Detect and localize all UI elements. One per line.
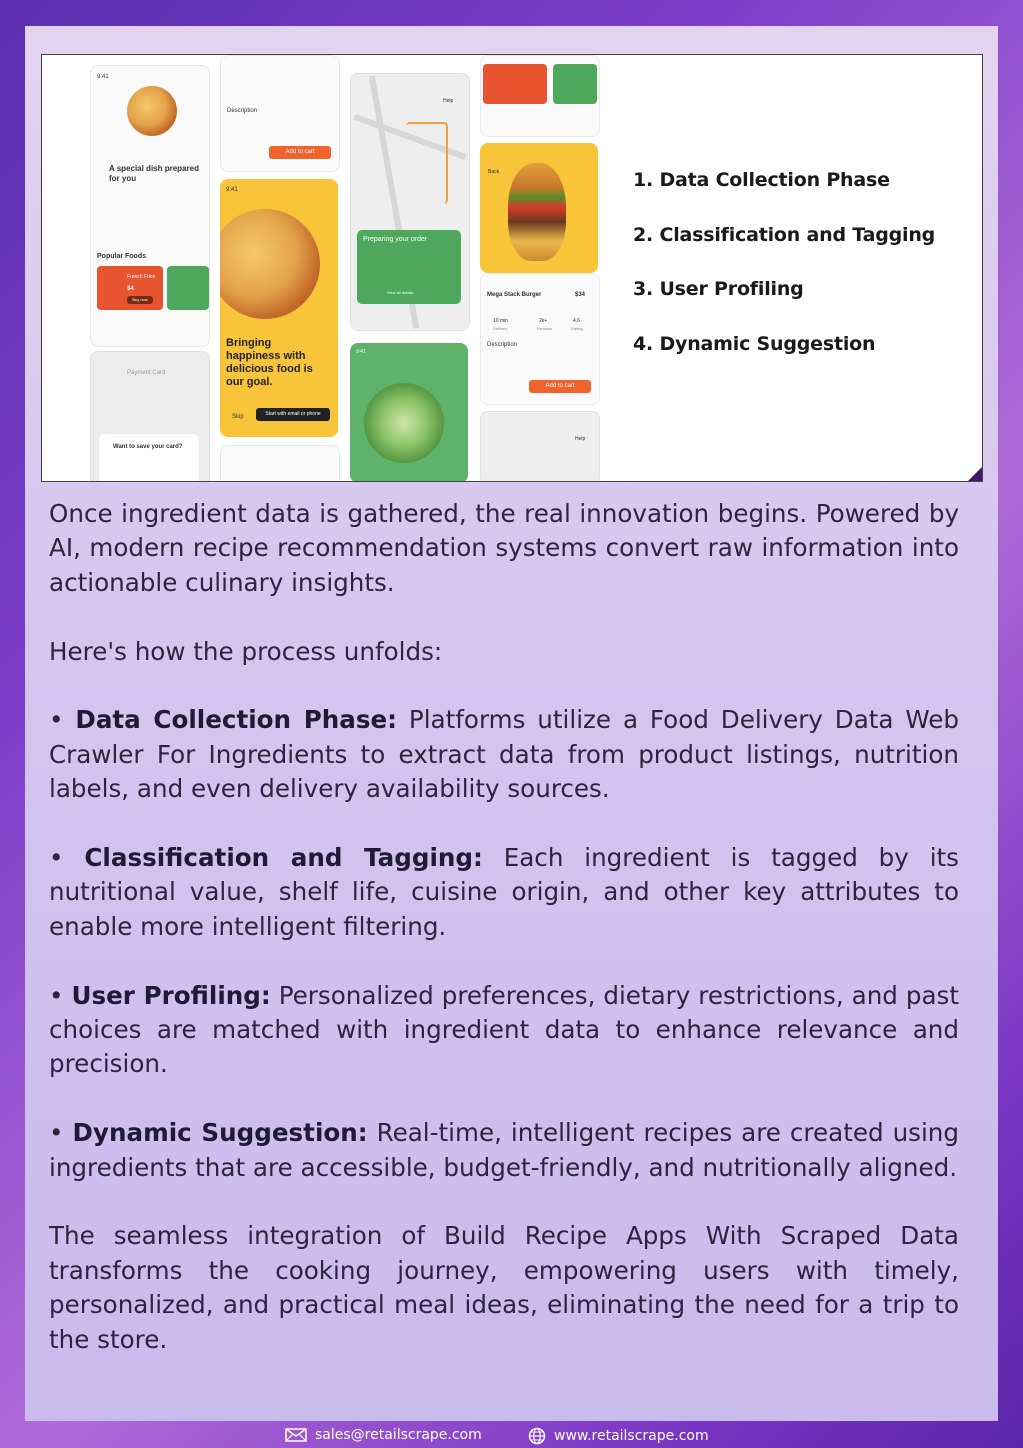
description-label: Description: [227, 108, 258, 114]
save-card-text: Want to save your card?: [113, 444, 183, 450]
mockup-green-screen: [350, 343, 468, 482]
mockup-time: 9:41: [97, 74, 109, 80]
mockup-intro-screen: [220, 179, 338, 437]
bullet-title: User Profiling:: [71, 980, 271, 1010]
mockup-payment-screen: [90, 351, 210, 482]
bullet-title: Dynamic Suggestion:: [72, 1118, 368, 1148]
bullet-text: Personalized preferences, dietary restrictions, and past choices are matched with ingredient data to enhance relevance and precision.: [49, 980, 959, 1079]
burger-name: Mega Stack Burger: [487, 292, 542, 298]
delivery-label: Delivery: [493, 326, 508, 331]
lead-paragraph: Here's how the process unfolds:: [49, 636, 443, 666]
app-mockups: [90, 55, 650, 482]
step-2: 2. Classification and Tagging: [633, 223, 936, 246]
bullet-marker: •: [49, 843, 64, 873]
payment-card-label: Payment Card: [127, 370, 166, 376]
mockup-time: 9:41: [356, 349, 366, 355]
mockup-map-screen: [350, 73, 470, 331]
help-button[interactable]: Help: [443, 98, 454, 104]
bullet-classification: [49, 841, 959, 944]
intro-paragraph: Once ingredient data is gathered, the real innovation begins. Powered by AI, modern recipe recommendation systems convert raw information into actionable culinary insights.: [49, 499, 959, 597]
bullet-text: Each ingredient is tagged by its nutritional value, shelf life, cuisine origin, and other key attributes to enable more intelligent filtering.: [49, 843, 959, 941]
buy-now-button[interactable]: Buy now: [127, 296, 153, 304]
popular-foods-label: Popular Foods: [97, 253, 146, 260]
figure-corner: [967, 466, 983, 482]
add-to-cart-button[interactable]: Add to cart: [269, 146, 331, 159]
food-card-salad[interactable]: [553, 64, 597, 104]
add-to-cart-button[interactable]: Add to cart: [529, 380, 591, 393]
food-card-fries[interactable]: [483, 64, 547, 104]
process-steps-list: [633, 165, 973, 383]
map-route: [406, 122, 448, 204]
mockup-time: 9:41: [226, 187, 238, 193]
delivery-time: 10 min: [493, 318, 509, 324]
reviews-label: Reviews: [537, 326, 553, 331]
help-button[interactable]: Help: [575, 436, 586, 442]
save-card-dialog: [99, 434, 199, 482]
order-status-title: Preparing your order: [363, 236, 428, 243]
bullet-marker: •: [49, 980, 64, 1010]
hero-figure: [41, 54, 983, 482]
mockup-map-screen-small: [480, 411, 600, 482]
footer-email-text: sales@retailscrape.com: [315, 1427, 482, 1443]
pizza-image: [220, 209, 320, 319]
intro-headline: Bringing happiness with delicious food is our goal.: [226, 337, 313, 388]
bullet-user-profiling: [49, 979, 959, 1082]
food-card-price: $4: [127, 286, 134, 292]
article-body: [49, 497, 959, 1357]
bullet-text: Real-time, intelligent recipes are created using ingredients that are accessible, budget-friendly, and nutritionally aligned.: [49, 1118, 959, 1182]
mockup-top-cards: [480, 55, 600, 137]
footer-email[interactable]: [285, 1427, 482, 1443]
mockup-burger-detail: [480, 273, 600, 405]
closing-paragraph: The seamless integration of Build Recipe Apps With Scraped Data transforms the cooking journey, empowering users with timely, personalized, and practical meal ideas, eliminating the need for a trip to the store.: [49, 1221, 959, 1354]
special-dish-title: A special dish prepared for you: [109, 164, 199, 183]
burger-image: [508, 163, 566, 261]
bullet-text: Platforms utilize a Food Delivery Data Web Crawler For Ingredients to extract data from product listings, nutrition labels, and even delivery availability sources.: [49, 705, 959, 804]
skip-link[interactable]: Skip: [232, 414, 244, 420]
food-card-salad[interactable]: [167, 266, 209, 310]
footer-website-text: www.retailscrape.com: [554, 1428, 709, 1444]
bullet-title: Data Collection Phase:: [75, 705, 397, 735]
step-3: 3. User Profiling: [633, 278, 804, 300]
globe-icon: [528, 1427, 546, 1445]
step-4: 4. Dynamic Suggestion: [633, 332, 876, 355]
food-card-fries[interactable]: [97, 266, 163, 310]
bullet-dynamic-suggestion: [49, 1116, 959, 1185]
mockup-home-screen: [90, 65, 210, 347]
pizza-image: [127, 86, 177, 136]
burger-price: $34: [575, 292, 586, 298]
footer-website[interactable]: [528, 1427, 709, 1445]
rating-label: Rating: [571, 326, 583, 331]
order-status-card: [357, 230, 461, 304]
mockup-bottom-strip: [220, 445, 340, 482]
footer: [0, 1424, 1023, 1448]
salad-image: [364, 383, 444, 463]
bullet-marker: •: [49, 1118, 64, 1148]
view-details-link[interactable]: View all details: [387, 290, 414, 295]
bullet-title: Classification and Tagging:: [84, 843, 483, 873]
start-email-button[interactable]: Start with email or phone: [256, 408, 330, 421]
reviews-count: 2k+: [539, 318, 548, 324]
back-button[interactable]: Back: [488, 169, 500, 175]
mockup-detail-top: [220, 55, 340, 172]
food-card-title: French Fries: [127, 274, 156, 280]
mail-icon: [285, 1428, 307, 1442]
description-label: Description: [487, 342, 518, 348]
step-1: 1. Data Collection Phase: [633, 169, 890, 191]
rating-value: 4.6: [573, 318, 580, 324]
bullet-data-collection: [49, 703, 959, 806]
bullet-marker: •: [49, 705, 64, 735]
mockup-burger-screen: [480, 143, 598, 273]
